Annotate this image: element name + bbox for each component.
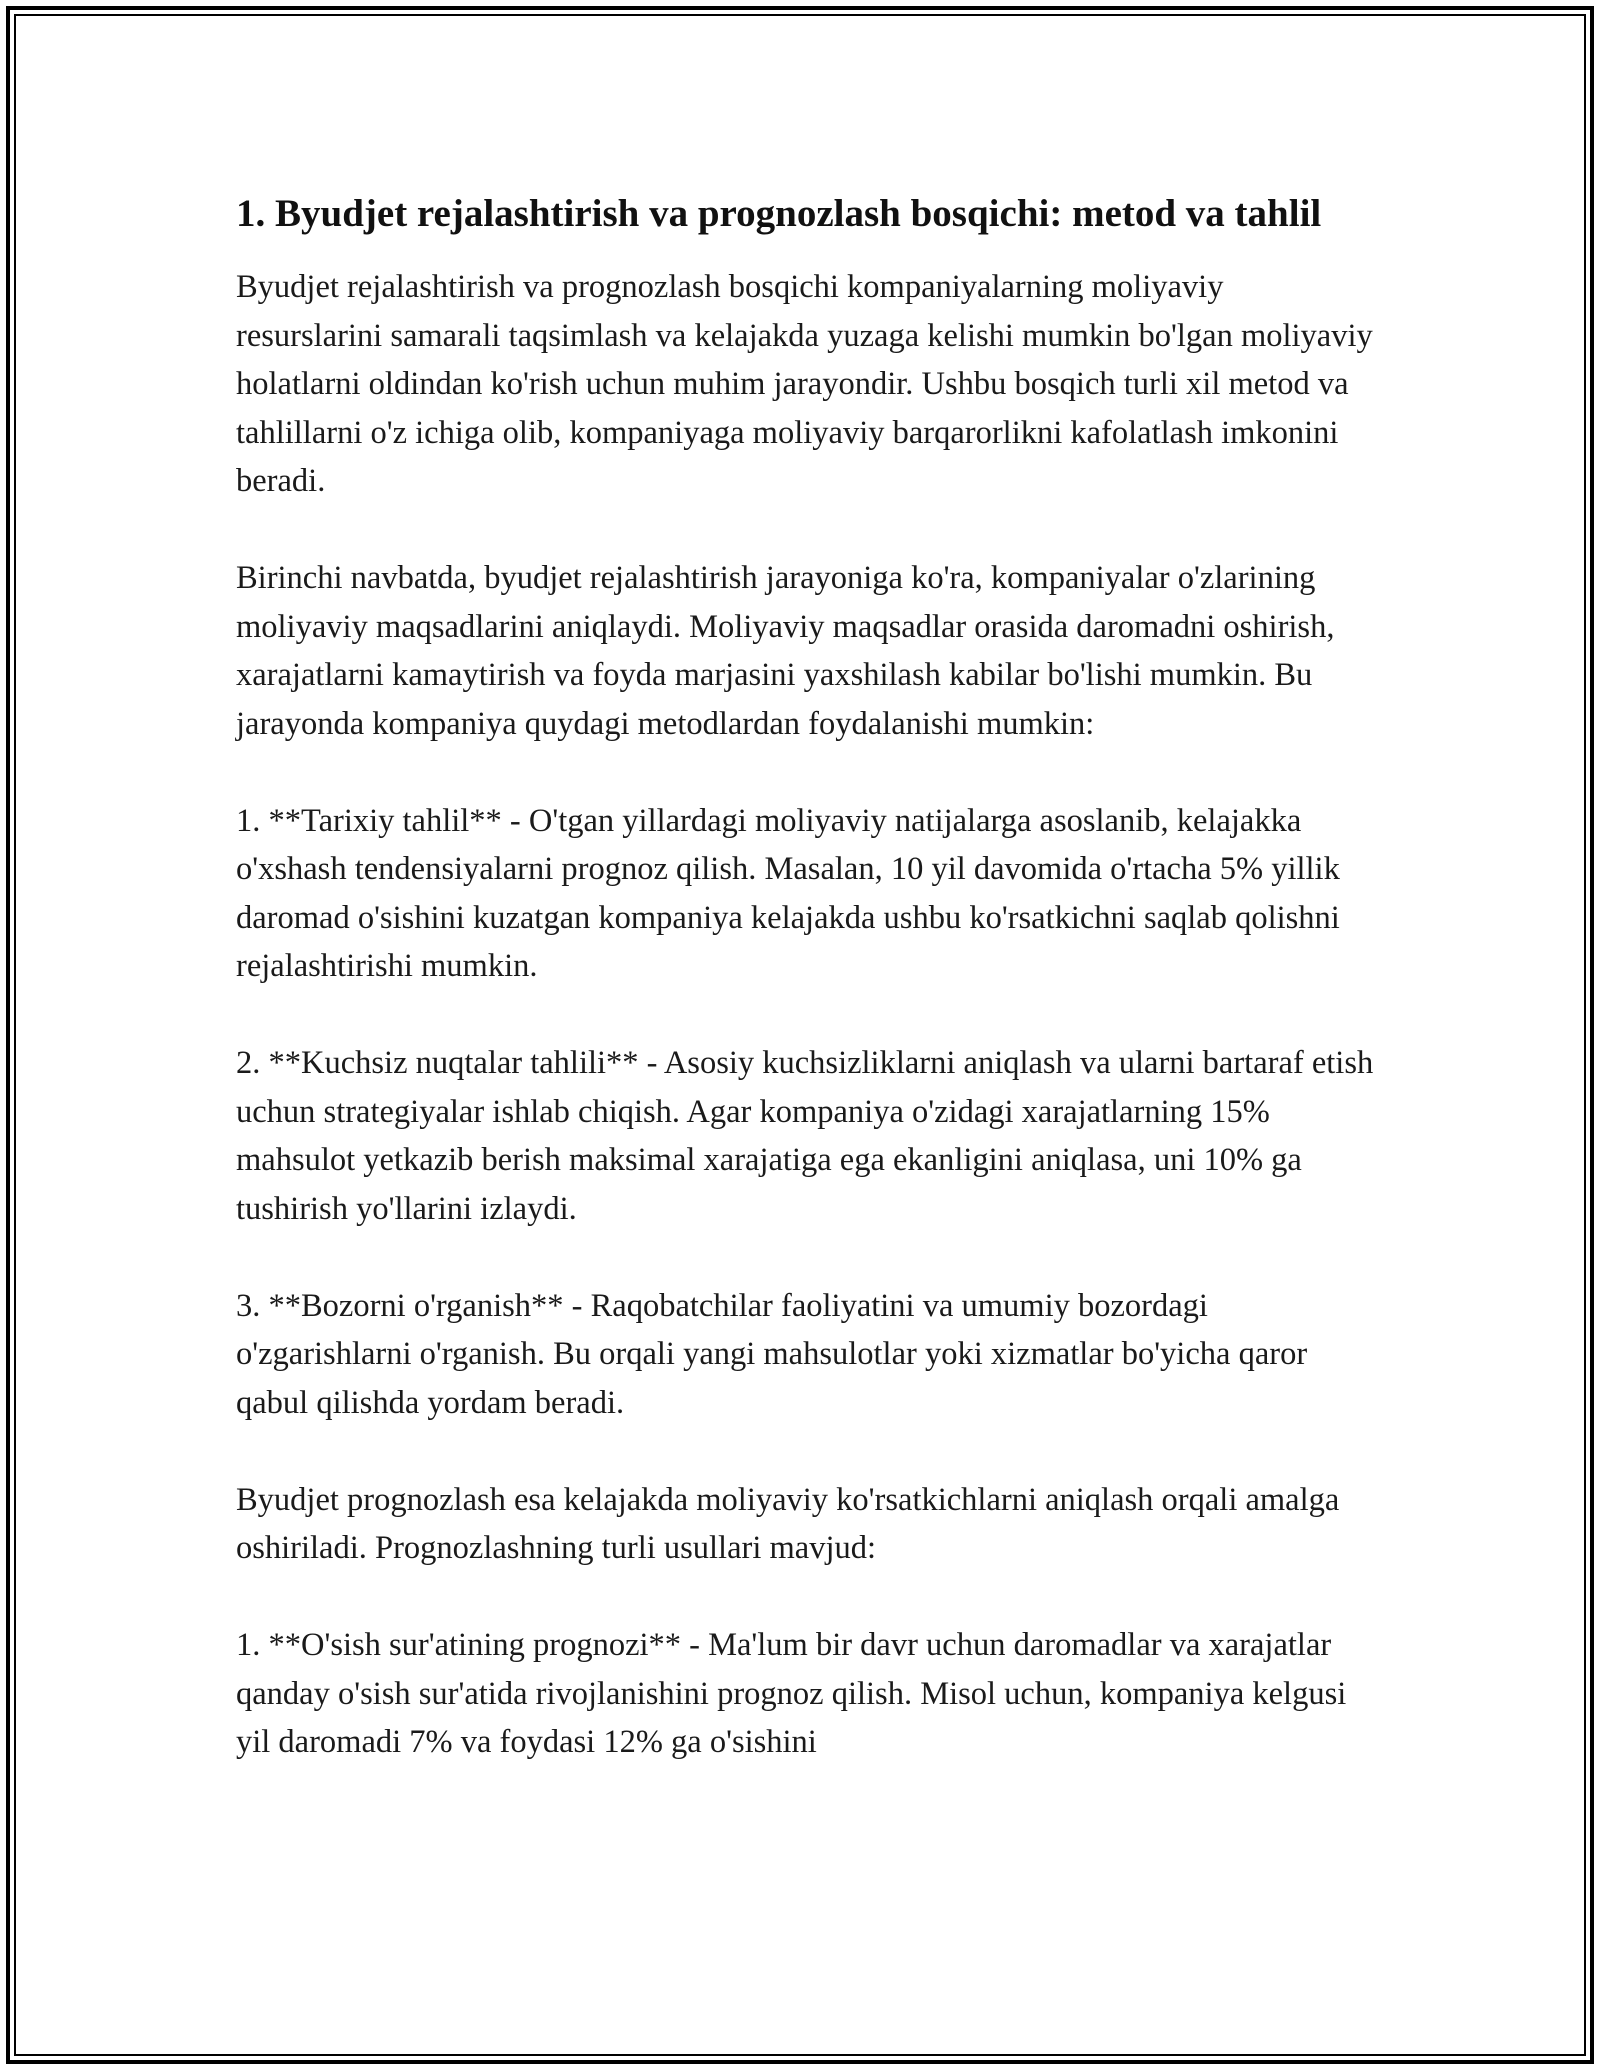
paragraph-goals: Birinchi navbatda, byudjet rejalashtirish jarayoniga ko'ra, kompaniyalar o'zlarining moliyaviy maqsadlarini aniqlaydi. Moliyaviy maqsadlar orasida daromadni oshirish, xarajatlarni kamaytirish va foyda marjasini yaxshilash kabilar bo'lishi mumkin. Bu jarayonda kompaniya quydagi metodlardan foydalanishi mumkin:	[236, 560, 1335, 742]
list-item-historical-analysis: 1. **Tarixiy tahlil** - O'tgan yillardagi moliyaviy natijalarga asoslanib, kelajakka o'xshash tendensiyalarni prognoz qilish. Masalan, 10 yil davomida o'rtacha 5% yillik daromad o'sishini kuzatgan kompaniya kelajakda ushbu ko'rsatkichni saqlab qolishni rejalashtirishi mumkin.	[236, 802, 1340, 984]
list-item-growth-rate-forecast: 1. **O'sish sur'atining prognozi** - Ma'lum bir davr uchun daromadlar va xarajatlar qanday o'sish sur'atida rivojlanishini prognoz qilish. Misol uchun, kompaniya kelgusi yil daromadi 7% va foydasi 12% ga o'sishini	[236, 1627, 1347, 1760]
document-title: 1. Byudjet rejalashtirish va prognozlash bosqichi: metod va tahlil	[236, 192, 1322, 235]
list-item-weakness-analysis: 2. **Kuchsiz nuqtalar tahlili** - Asosiy kuchsizliklarni aniqlash va ularni bartaraf etish uchun strategiyalar ishlab chiqish. Agar kompaniya o'zidagi xarajatlarning 15% mahsulot yetkazib berish maksimal xarajatiga ega ekanligini aniqlasa, uni 10% ga tushirish yo'llarini izlaydi.	[236, 1045, 1374, 1227]
paragraph-intro: Byudjet rejalashtirish va prognozlash bosqichi kompaniyalarning moliyaviy resurslarini samarali taqsimlash va kelajakda yuzaga kelishi mumkin bo'lgan moliyaviy holatlarni oldindan ko'rish uchun muhim jarayondir. Ushbu bosqich turli xil metod va tahlillarni o'z ichiga olib, kompaniyaga moliyaviy barqarorlikni kafolatlash imkonini beradi.	[236, 269, 1373, 499]
list-item-market-research: 3. **Bozorni o'rganish** - Raqobatchilar faoliyatini va umumiy bozordagi o'zgarishlarni o'rganish. Bu orqali yangi mahsulotlar yoki xizmatlar bo'yicha qaror qabul qilishda yordam beradi.	[236, 1287, 1308, 1421]
document-body	[236, 186, 1376, 1767]
paragraph-forecasting: Byudjet prognozlash esa kelajakda moliyaviy ko'rsatkichlarni aniqlash orqali amalga oshiriladi. Prognozlashning turli usullari mavjud:	[236, 1481, 1340, 1566]
